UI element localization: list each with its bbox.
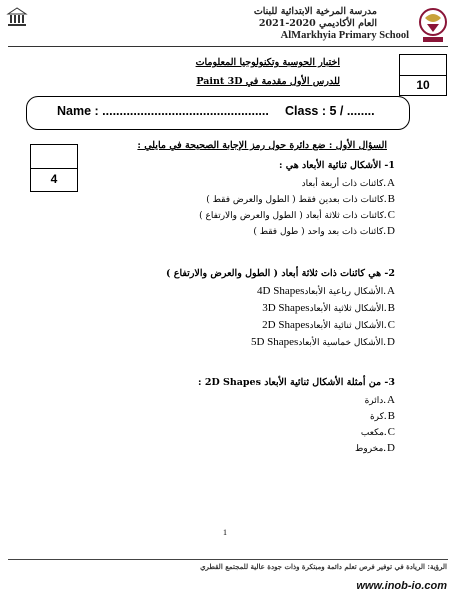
option-dot: .: [383, 394, 387, 406]
option-dot: .: [383, 193, 387, 205]
school-name-ar: مدرسة المرخية الابتدائية للبنات: [253, 6, 377, 17]
option-dot: .: [383, 225, 387, 237]
q1-option-b[interactable]: [206, 193, 395, 205]
school-name-english: AlMarkhyia Primary School: [280, 30, 409, 41]
exam-subtitle: للدرس الأول مقدمة في Paint 3D: [196, 76, 340, 87]
option-text: الأشكال ثنائية الأبعاد: [309, 321, 384, 331]
option-dot: .: [383, 426, 387, 438]
q2-option-c[interactable]: [262, 319, 395, 331]
option-text: كائنات ذات بعدين فقط ( الطول والعرض فقط ): [206, 195, 384, 205]
option-english-text: 2D Shapes: [262, 319, 310, 331]
option-letter: C: [387, 319, 395, 331]
q1-option-a[interactable]: [302, 177, 395, 189]
option-letter: A: [387, 394, 395, 406]
total-score: 10: [416, 78, 430, 92]
option-english-text: 3D Shapes: [262, 302, 310, 314]
option-letter: B: [387, 410, 395, 422]
option-text: كائنات ذات أربعة أبعاد: [301, 179, 384, 189]
option-letter: D: [387, 225, 395, 237]
option-letter: C: [387, 209, 395, 221]
option-letter: C: [387, 426, 395, 438]
option-letter: B: [387, 193, 395, 205]
option-text: كرة: [369, 412, 384, 422]
part-box-divider: [31, 168, 77, 169]
question-3: 3- من أمثلة الأشكال ثنائية الأبعاد 2D Shapes :: [198, 377, 395, 388]
option-dot: .: [383, 177, 387, 189]
name-field[interactable]: Name : ................................................: [57, 104, 269, 118]
option-dot: .: [383, 209, 387, 221]
student-info-box: [26, 96, 410, 130]
q2-option-b[interactable]: [262, 302, 395, 314]
total-score-box: [399, 54, 447, 96]
footer-divider: [8, 559, 448, 560]
q3-option-d[interactable]: [355, 442, 395, 454]
school-name-arabic: [227, 6, 377, 30]
option-text: مخروط: [355, 444, 384, 454]
page-number: 1: [223, 528, 227, 537]
class-field[interactable]: Class : 5 / ........: [285, 104, 375, 118]
option-text: مكعب: [360, 428, 384, 438]
website-url[interactable]: www.inob-io.com: [356, 580, 447, 592]
option-text: الأشكال ثلاثية الأبعاد: [309, 304, 384, 314]
option-dot: .: [383, 336, 387, 348]
unesco-logo-icon: [6, 6, 28, 28]
option-text: دائرة: [364, 396, 384, 406]
q2-option-a[interactable]: [257, 285, 395, 297]
option-dot: .: [383, 410, 387, 422]
option-letter: A: [387, 177, 395, 189]
option-english-text: 4D Shapes: [257, 285, 305, 297]
option-dot: .: [383, 442, 387, 454]
ministry-logo-icon: [415, 6, 451, 44]
option-text: كائنات ذات بعد واحد ( طول فقط ): [253, 227, 384, 237]
academic-year: العام الأكاديمي 2020-2021: [258, 18, 377, 29]
option-text: الأشكال رباعية الأبعاد: [304, 287, 384, 297]
q2-option-d[interactable]: [251, 336, 395, 348]
q1-option-c[interactable]: [199, 209, 395, 221]
option-letter: A: [387, 285, 395, 297]
q3-option-a[interactable]: [365, 394, 395, 406]
question-score-box: [30, 144, 78, 192]
question-1: 1- الأشكال ثنائية الأبعاد هي :: [278, 160, 395, 171]
score-box-divider: [400, 75, 446, 76]
q3-option-b[interactable]: [370, 410, 395, 422]
option-letter: B: [387, 302, 395, 314]
option-dot: .: [383, 319, 387, 331]
q3-option-c[interactable]: [361, 426, 395, 438]
option-letter: D: [387, 442, 395, 454]
option-text: الأشكال خماسية الأبعاد: [298, 338, 384, 348]
exam-title: اختبار الحوسبة وتكنولوجيا المعلومات: [195, 57, 340, 68]
option-dot: .: [383, 302, 387, 314]
section-instruction: السؤال الأول : ضع دائرة حول رمز الإجابة الصحيحة في مايلي :: [137, 140, 387, 151]
option-english-text: 5D Shapes: [250, 336, 299, 348]
option-letter: D: [387, 336, 395, 348]
vision-statement: الرؤية: الريادة في توفير فرص تعلم دائمة ومبتكرة وذات جودة عالية للمجتمع القطري: [200, 562, 447, 571]
question-2: 2- هي كائنات ذات ثلاثة أبعاد ( الطول والعرض والارتفاع ): [166, 268, 395, 279]
option-text: كائنات ذات ثلاثة أبعاد ( الطول والعرض والارتفاع ): [199, 211, 384, 221]
q1-option-d[interactable]: [253, 225, 395, 237]
option-dot: .: [383, 285, 387, 297]
question-score: 4: [50, 172, 58, 186]
header-divider: [8, 46, 448, 47]
